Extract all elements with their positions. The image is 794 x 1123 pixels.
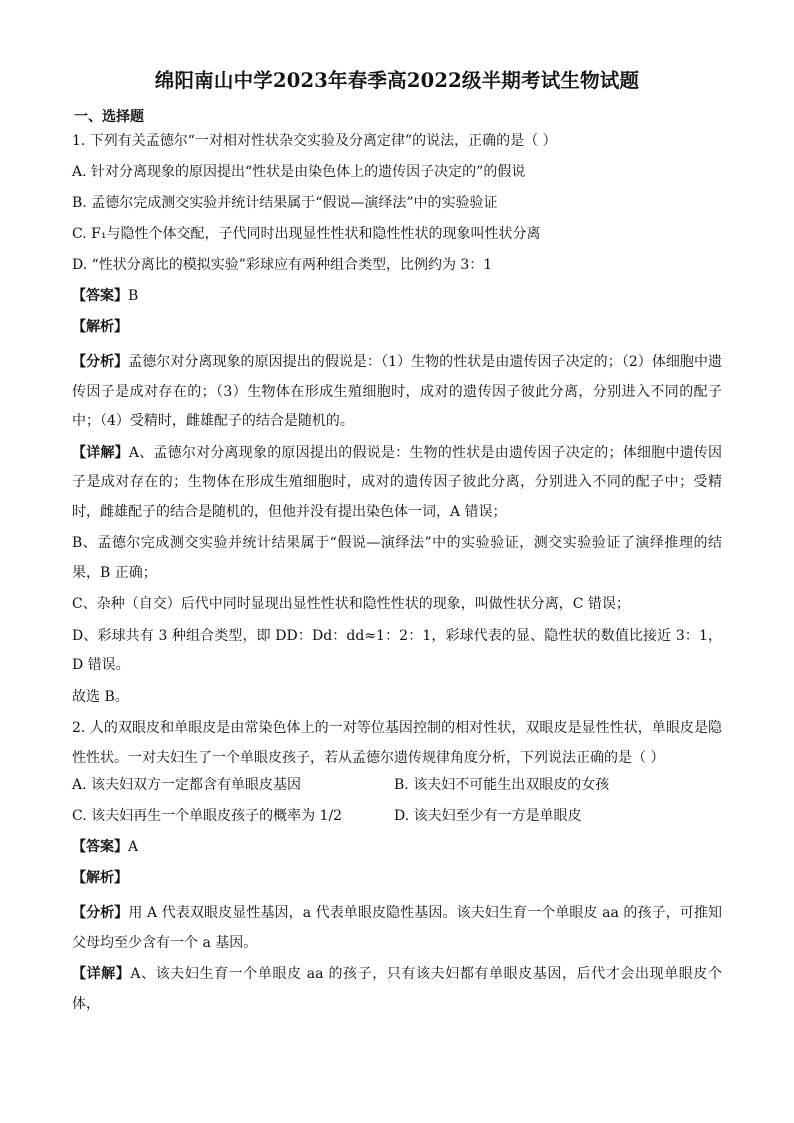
answer-value: A (128, 839, 139, 855)
xiangjie-tag: 【详解】 (72, 966, 131, 982)
q1-conclusion: 故选 B。 (72, 688, 129, 705)
q2-option-b: B. 该夫妇不可能生出双眼皮的女孩 (394, 777, 610, 793)
q1-fenxi (72, 348, 722, 437)
answer-tag: 【答案】 (72, 288, 128, 304)
section-heading: 一、选择题 (74, 109, 144, 125)
q1-option-b: B. 孟德尔完成测交实验并统计结果属于“假说—演绎法”中的实验验证 (72, 195, 498, 211)
q1-option-a: A. 针对分离现象的原因提出“性状是由染色体上的遗传因子决定的”的假说 (72, 164, 526, 180)
fenxi-tag: 【分析】 (72, 354, 129, 370)
q2-option-d: D. 该夫妇至少有一方是单眼皮 (394, 808, 582, 824)
fenxi-text: 孟德尔对分离现象的原因提出的假说是：（1）生物的性状是由遗传因子决定的；（2）体细胞中遗传因子是成对存在的；（3）生物体在形成生殖细胞时，成对的遗传因子彼此分离，分别进入不同的配子中；（4）受精时，雌雄配子的结合是随机的。 (72, 354, 723, 429)
analysis-tag: 【解析】 (72, 319, 128, 335)
q2-options-row-1 (72, 775, 722, 795)
q2-xiangjie-a (72, 960, 722, 1019)
page-title: 绵阳南山中学2023年春季高2022级半期考试生物试题 (154, 69, 640, 92)
q2-stem: 2. 人的双眼皮和单眼皮是由常染色体上的一对等位基因控制的相对性状，双眼皮是显性性状，单眼皮是隐性性状。一对夫妇生了一个单眼皮孩子，若从孟德尔遗传规律角度分析，下列说法正确的是（ ） (72, 720, 722, 766)
q2-options-row-2 (72, 806, 722, 826)
q1-analysis-tag (72, 317, 722, 337)
answer-tag: 【答案】 (72, 839, 128, 855)
xiangjie-a-text: A、孟德尔对分离现象的原因提出的假说是：生物的性状是由遗传因子决定的；体细胞中遗传因子是成对存在的；生物体在形成生殖细胞时，成对的遗传因子彼此分离，分别进入不同的配子中；受精时，雌雄配子的结合是随机的，但他并没有提出染色体一词，A 错误； (72, 444, 723, 520)
q1-xiangjie-b: B、孟德尔完成测交实验并统计结果属于“假说—演绎法”中的实验验证，测交实验验证了演绎推理的结果，B 正确； (72, 535, 722, 581)
q1-option-c: C. F₁与隐性个体交配，子代同时出现显性性状和隐性性状的现象叫性状分离 (72, 226, 541, 242)
fenxi-tag: 【分析】 (72, 905, 129, 921)
xiangjie-tag: 【详解】 (72, 444, 129, 461)
answer-value: B (128, 288, 139, 304)
q2-option-a: A. 该夫妇双方一定都含有单眼皮基因 (72, 777, 302, 793)
q2-fenxi (72, 899, 722, 958)
q2-answer (72, 837, 722, 857)
fenxi-text: 用 A 代表双眼皮显性基因，a 代表单眼皮隐性基因。该夫妇生育一个单眼皮 aa 的孩子，可推知父母均至少含有一个 a 基因。 (72, 905, 722, 951)
analysis-tag: 【解析】 (72, 870, 128, 886)
q2-analysis-tag (72, 868, 722, 888)
q1-stem: 1. 下列有关孟德尔“一对相对性状杂交实验及分离定律”的说法，正确的是（ ） (72, 133, 557, 149)
q1-xiangjie-c: C、杂种（自交）后代中同时显现出显性性状和隐性性状的现象，叫做性状分离，C 错误； (72, 596, 630, 612)
q1-xiangjie-d: D、彩球共有 3 种组合类型，即 DD：Dd：dd≈1：2：1，彩球代表的显、隐性状的数值比接近 3：1，D 错误。 (72, 627, 722, 673)
q2-option-c: C. 该夫妇再生一个单眼皮孩子的概率为 1/2 (72, 808, 343, 824)
q1-xiangjie-a (72, 439, 722, 528)
q1-answer (72, 286, 722, 306)
q1-option-d: D. “性状分离比的模拟实验”彩球应有两种组合类型，比例约为 3：1 (72, 257, 493, 273)
xiangjie-a-text: A、该夫妇生育一个单眼皮 aa 的孩子，只有该夫妇都有单眼皮基因，后代才会出现单眼皮个体， (72, 966, 722, 1012)
